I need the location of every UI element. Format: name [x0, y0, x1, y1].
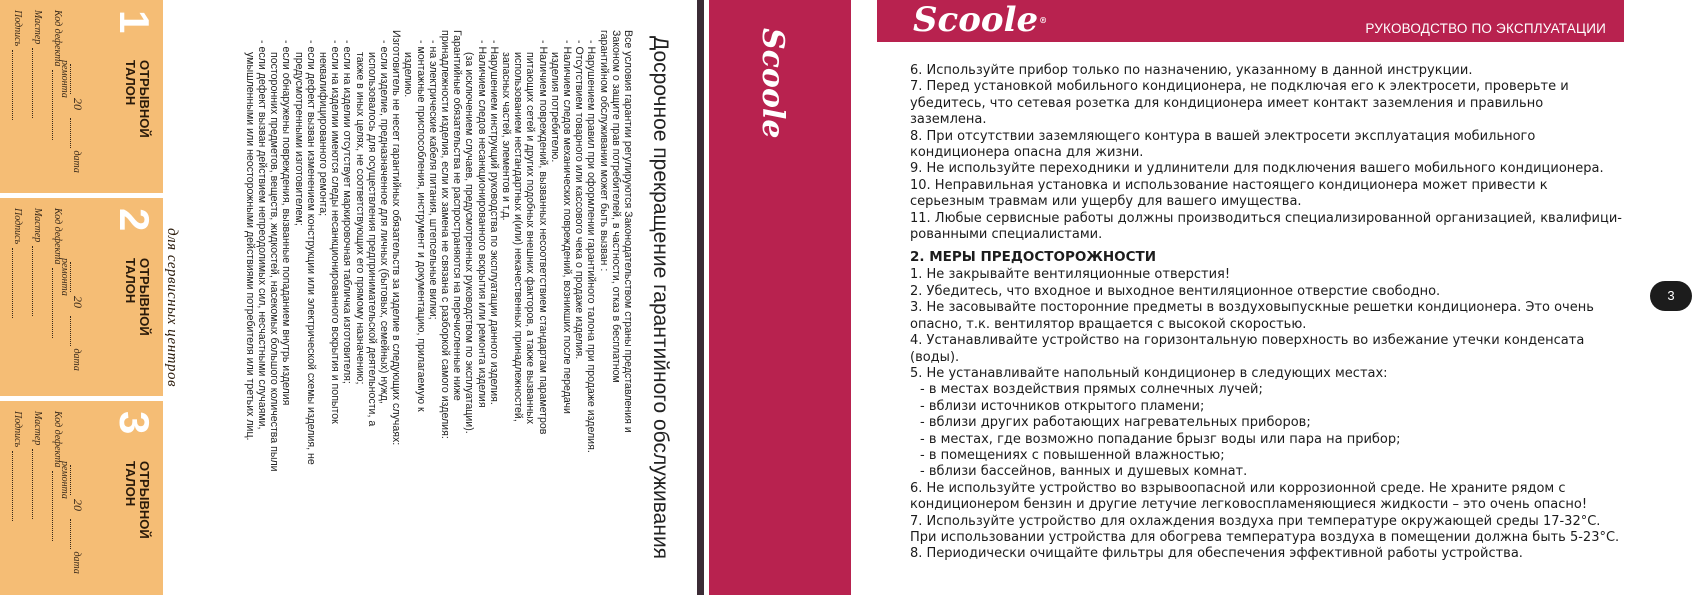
placement-item: - в помещениях с повышенной влажностью; — [920, 447, 1225, 463]
warranty-line: - Нарушением правил при оформлении гарантийного талона при продаже изделия. — [585, 40, 598, 453]
band-white-stripe — [690, 0, 697, 595]
warranty-termination-section — [185, 0, 690, 595]
service-center-strip — [163, 0, 185, 595]
stub-date-label: 20 дата ремонта — [59, 258, 85, 371]
stub-number: 3 — [111, 411, 158, 435]
stub-title: ОТРЫВНОЙ ТАЛОН — [123, 461, 152, 539]
warranty-line: - на электрические кабеля питания, штепсельные вилки; — [426, 40, 439, 320]
warranty-line: Законом о защите прав потребителей, в частности, отказ в бесплатном — [609, 30, 622, 383]
warranty-line: принадлежности изделия, если их замена не связана с разборкой самого изделия: — [438, 30, 451, 439]
stub-master-field: Мастер — [32, 10, 43, 118]
precautions-heading: 2. МЕРЫ ПРЕДОСТОРОЖНОСТИ — [910, 249, 1157, 266]
band-dark-stripe — [697, 0, 704, 595]
warranty-body — [244, 30, 635, 570]
warranty-line: гарантийном обслуживании может быть вызван : — [597, 30, 610, 272]
warranty-line: - Наличием повреждений, вызванных несоответствием стандартам параметров — [536, 40, 549, 435]
warranty-line: Все условия гарантии регулируются Законодательством страны представления и — [622, 30, 634, 433]
warranty-line: - если на изделии отсутствует маркировочная табличка изготовителя; — [341, 40, 354, 384]
warranty-line: - если обнаружены повреждения, вызванные попаданием внутрь изделия — [280, 40, 293, 406]
warranty-line: использовалось для осуществления предпринимательской деятельности, а — [365, 52, 378, 427]
tear-off-stub-2 — [0, 198, 163, 394]
stub-defect-field: Код дефекта — [52, 10, 63, 140]
warranty-line: - если изделие, предназначенное для личных (бытовых, семейных) нужд, — [377, 40, 390, 404]
warranty-line: - если на изделии имеются следы несанкционированного вскрытия и попыток — [329, 40, 342, 424]
stub-sign-field: Подпись — [12, 10, 23, 120]
warranty-line: неквалифицированного ремонта; — [316, 52, 329, 217]
warranty-line: - если дефект вызван изменением конструкции или электрической схемы изделия, не — [304, 40, 317, 465]
placement-item: - в местах воздействия прямых солнечных лучей; — [920, 382, 1263, 398]
stub-date-label: 20 дата ремонта — [59, 461, 85, 574]
warranty-line: использованием нестандартных и(или) некачественных принадлежностей, — [512, 52, 525, 422]
manual-title: РУКОВОДСТВО ПО ЭКСПЛУАТАЦИИ — [1365, 21, 1606, 36]
warranty-line: изделию. — [402, 52, 415, 98]
stub-title: ОТРЫВНОЙ ТАЛОН — [123, 258, 152, 336]
warranty-line: - Нарушением инструкций руководства по эксплуатации данного изделия. — [487, 40, 500, 405]
warranty-line: (за исключением случаев, предусмотренных руководством по эксплуатации). — [463, 52, 476, 434]
warranty-line: изделия потребителю. — [548, 52, 561, 163]
stub-sign-field: Подпись — [12, 208, 23, 318]
instructions-content — [910, 63, 1622, 563]
rule-item: 11. Любые сервисные работы должны производиться специализированной организацией, квалифици-рованными специалистами. — [910, 210, 1622, 243]
precaution-item: 1. Не закрывайте вентиляционные отверстия! — [910, 267, 1231, 283]
tear-off-stub-3 — [0, 401, 163, 595]
warranty-line: - Отсутствием товарного или кассового чека о продаже изделия. — [573, 40, 586, 360]
header-brand-logo: Scoole® — [913, 0, 1048, 40]
precaution-item: 8. Периодически очищайте фильтры для обеспечения эффективной работы устройства. — [910, 546, 1523, 562]
warranty-line: умышленными или неосторожными действиями потребителя или третьих лиц. — [243, 52, 256, 441]
warranty-line: - Наличием следов несанкционированного вскрытия или ремонта изделия — [475, 40, 488, 408]
precaution-item: 4. Устанавливайте устройство на горизонтальную поверхность во избежание утечки конденсата (воды). — [910, 333, 1585, 365]
tear-off-stub-1 — [0, 0, 163, 190]
warranty-line: также в иных целях, не соответствующих его прямому назначению; — [353, 52, 366, 385]
stub-master-field: Мастер — [32, 208, 43, 316]
stub-defect-field: Код дефекта — [52, 208, 63, 338]
placement-item: - вблизи других работающих нагревательных приборов; — [920, 415, 1311, 431]
precautions-list — [910, 267, 1622, 382]
warranty-line: посторонних предметов, веществ, жидкостей, насекомых большого количества пыли — [268, 52, 281, 472]
rule-item: 7. Перед установкой мобильного кондиционера, не подключая его к электросети, проверьте и убедитесь, что сетевая розетка для кондиционера имеет контакт заземления и правильно заземлена. — [910, 79, 1569, 128]
precaution-item: 5. Не устанавливайте напольный кондиционер в следующих местах: — [910, 365, 1388, 381]
precautions-list-continued — [910, 481, 1622, 563]
band-brand-logo: Scoole — [755, 28, 790, 139]
stub-number: 2 — [111, 208, 158, 232]
rule-item: 6. Используйте прибор только по назначению, указанному в данной инструкции. — [910, 63, 1473, 78]
warranty-line: - Наличием следов механических повреждений, возникших после передачи — [560, 40, 573, 414]
stub-sign-field: Подпись — [12, 411, 23, 521]
rule-item: 10. Неправильная установка и использование настоящего кондиционера может привести к серьезным травмам или ущербу для вашего имущества. — [910, 177, 1548, 210]
warranty-line: запасных частей, элементов и т.д. — [499, 52, 512, 221]
stub-defect-field: Код дефекта — [52, 411, 63, 541]
precaution-item: 2. Убедитесь, что входное и выходное вентиляционное отверстие свободно. — [910, 283, 1441, 299]
safety-rules-list — [910, 63, 1622, 243]
stub-date-label: 20 дата ремонта — [59, 60, 85, 173]
warranty-line: - монтажные приспособления, инструмент и документацию, прилагаемую к — [414, 40, 427, 412]
rule-item: 9. Не используйте переходники и удлинители для подключения вашего мобильного кондиционера. — [910, 161, 1604, 177]
warranty-line: Изготовитель не несет гарантийных обязательств за изделие в следующих случаях: — [390, 30, 403, 446]
page-number-badge: 3 — [1650, 281, 1692, 311]
placement-item: - в местах, где возможно попадание брызг воды или пара на прибор; — [920, 431, 1401, 447]
stub-number: 1 — [111, 10, 158, 34]
warranty-title: Досрочное прекращение гарантийного обслуживания — [649, 36, 672, 560]
precaution-item: 6. Не используйте устройство во взрывоопасной или коррозионной среде. Не храните рядом с кондиционером бензин и другие летучие легковоспламеняющиеся жидкости – это очень опасно! — [910, 480, 1588, 513]
rule-item: 8. При отсутствии заземляющего контура в вашей электросети эксплуатация мобильного кондиционера опасна для жизни. — [910, 128, 1536, 161]
warranty-line: предусмотренными изготовителем; — [292, 52, 305, 226]
precaution-item: 7. Используйте устройство для охлаждения воздуха при температуре окружающей среды 17-32°С. При использовании устройства для обогрева температура воздуха в помещении должна быть 5-23°С. — [910, 513, 1620, 545]
placement-restrictions-list — [910, 382, 1622, 480]
service-center-label: для сервисных центров — [164, 228, 180, 387]
warranty-line: питающих сетей и других подобных внешних факторов, а также вызванных — [524, 52, 537, 425]
placement-item: - вблизи источников открытого пламени; — [920, 398, 1205, 414]
warranty-line: Гарантийные обязательства не распространяются на перечисленные ниже — [451, 30, 464, 401]
stub-master-field: Мастер — [32, 411, 43, 519]
precaution-item: 3. Не засовывайте посторонние предметы в воздуховыпускные решетки кондиционера. Это очень опасно, т.к. вентилятор вращается с высокой скоростью. — [910, 300, 1594, 332]
placement-item: - вблизи бассейнов, ванных и душевых комнат. — [920, 464, 1248, 480]
warranty-line: - если дефект вызван действием непреодолимых сил, несчастными случаями, — [255, 40, 268, 430]
stub-title: ОТРЫВНОЙ ТАЛОН — [123, 60, 152, 138]
